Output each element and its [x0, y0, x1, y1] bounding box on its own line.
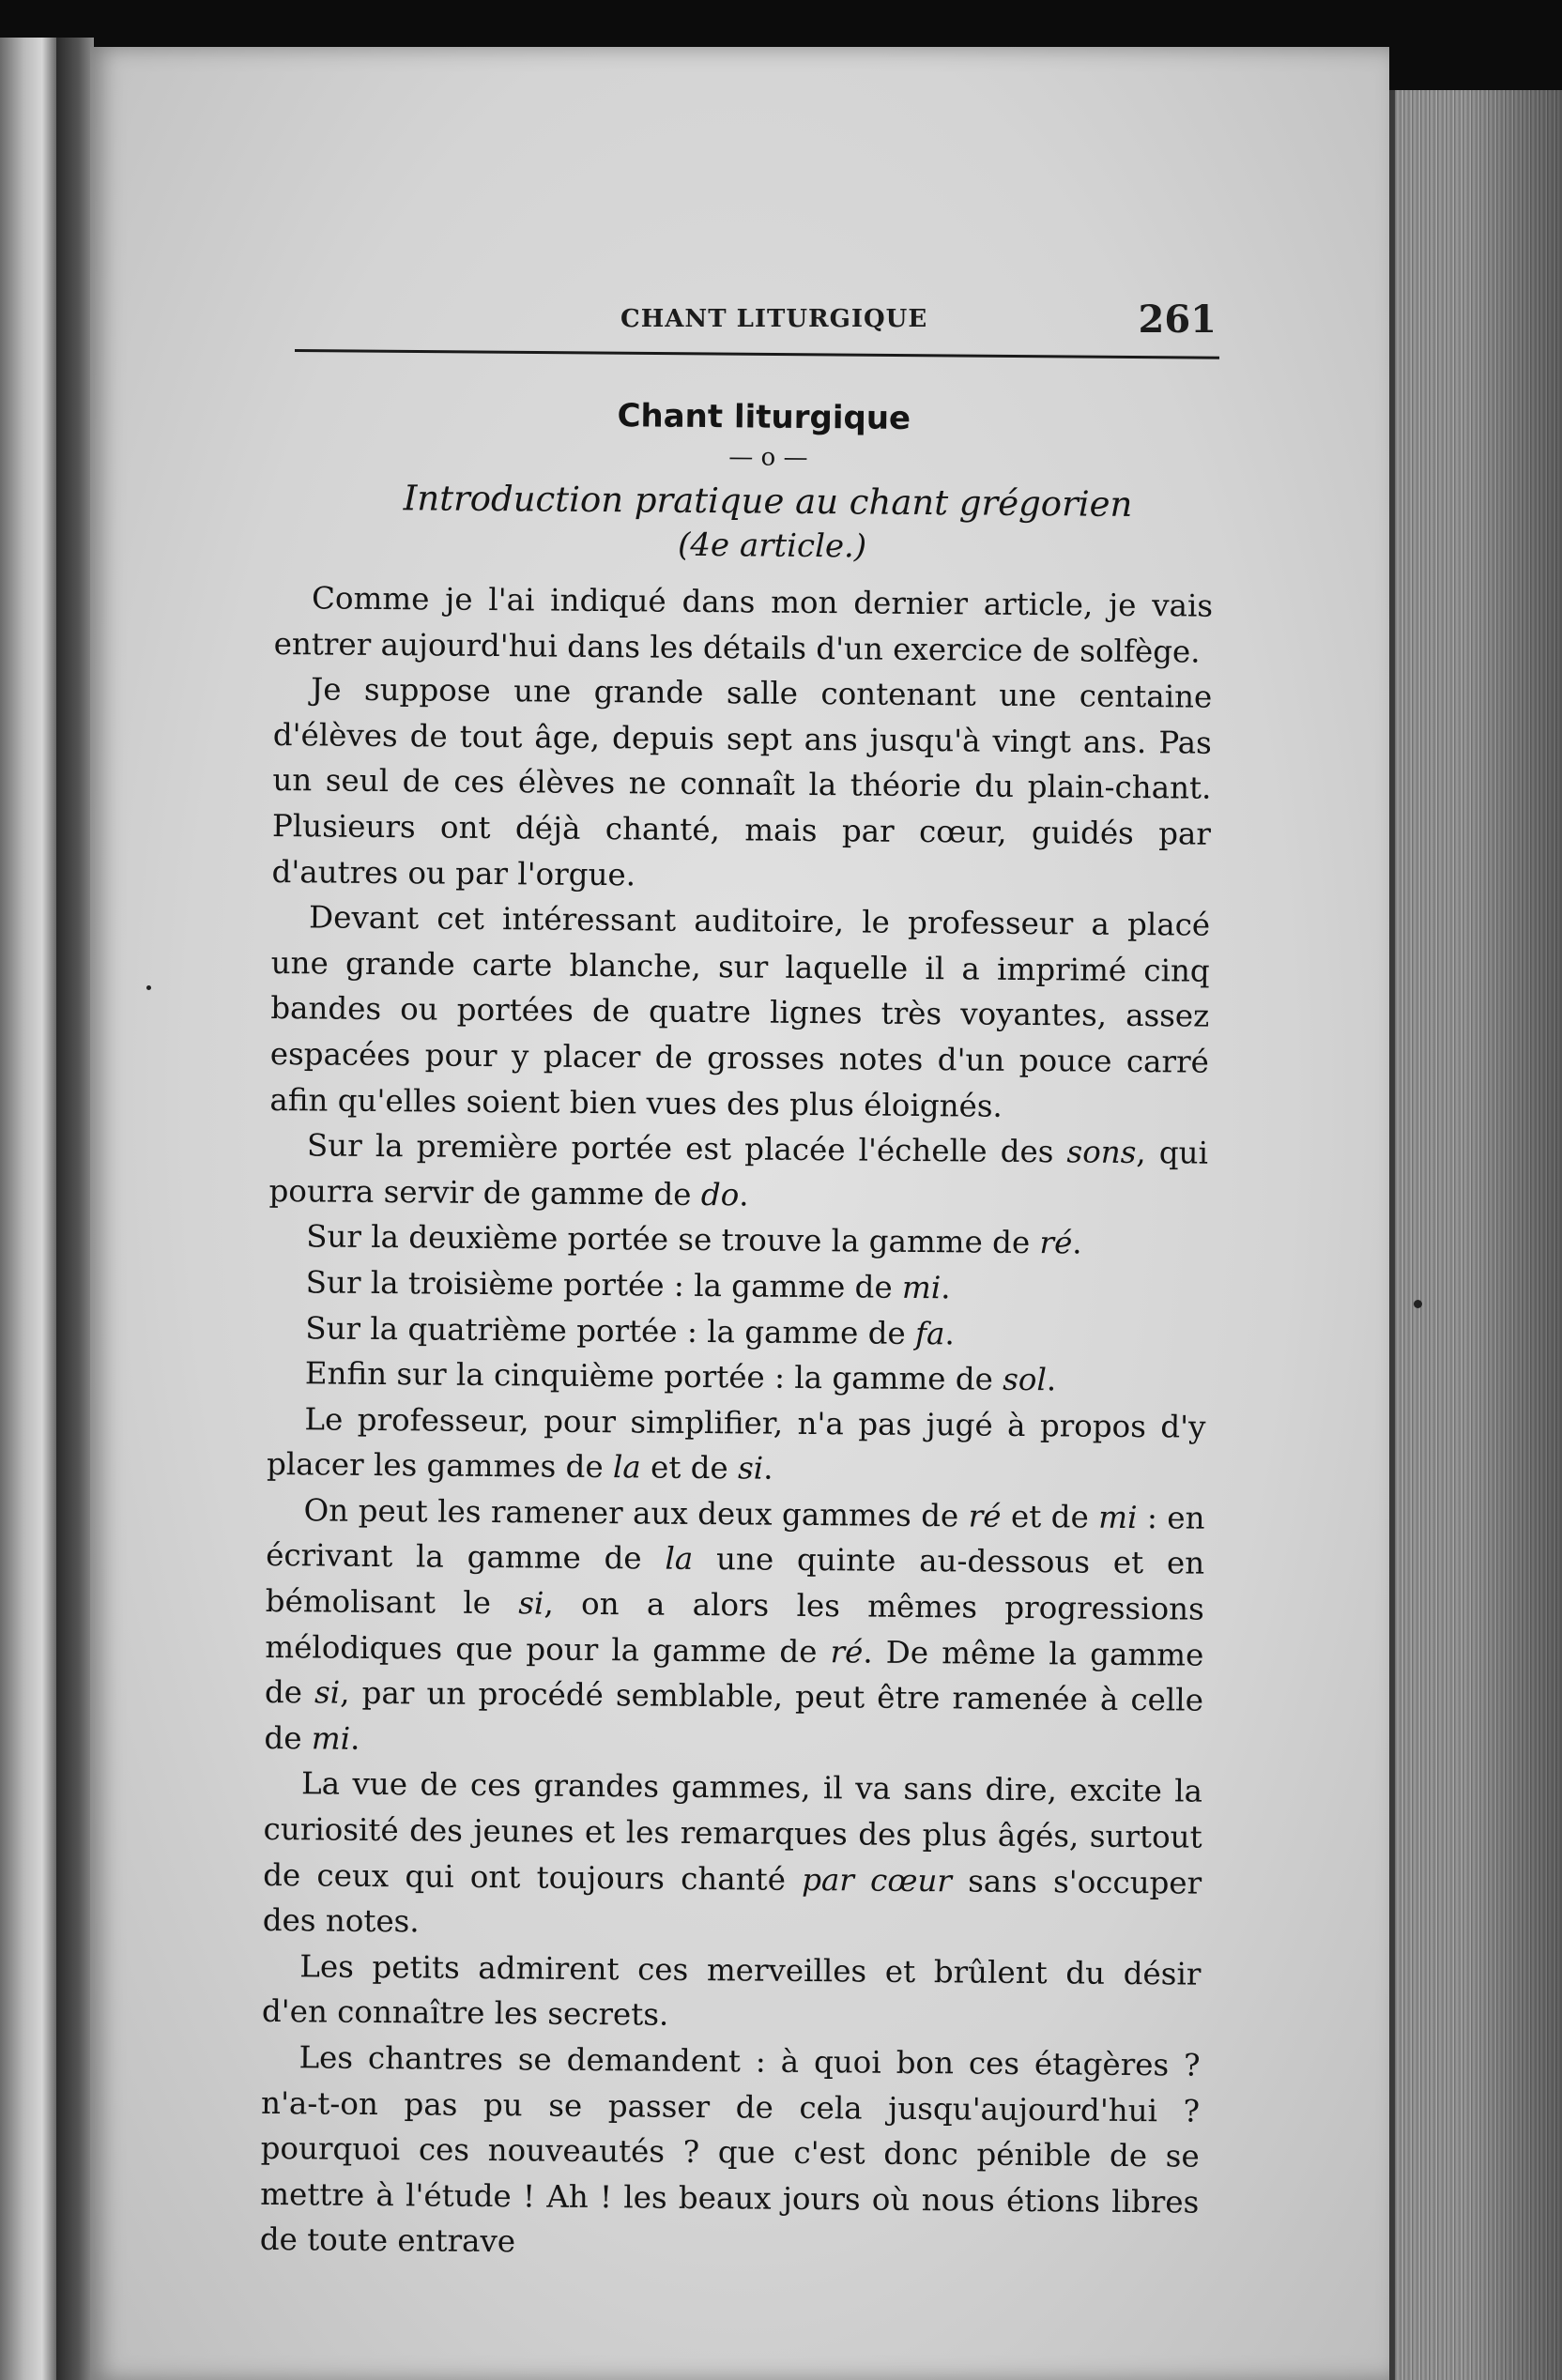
- scan-speck: [146, 985, 151, 990]
- text-run: Enfin sur la cinquième portée : la gamme de: [304, 1355, 1003, 1397]
- italic-run: ré: [830, 1633, 864, 1671]
- scan-speck: [1414, 1300, 1422, 1308]
- italic-run: la: [665, 1541, 694, 1578]
- previous-page-edge: [0, 38, 60, 2380]
- article-part: (4e article.): [677, 526, 867, 566]
- text-run: , par un procédé semblable, peut être ramenée à celle de: [264, 1674, 1204, 1757]
- text-run: .: [1072, 1225, 1082, 1261]
- italic-run: ré: [968, 1498, 1002, 1534]
- text-run: Je suppose une grande salle contenant une centaine d'élèves de tout âge, depuis sept ans jusqu'à vingt ans. Pas un seul de ces élèves ne connaît la théorie du plain-chant. Plusieurs ont déjà chanté, mais par cœur, guidés par d'autres ou par l'orgue.: [271, 671, 1213, 892]
- paragraph: [268, 1304, 1206, 1358]
- running-header: [297, 298, 1217, 352]
- paragraph: [264, 1488, 1205, 1769]
- italic-run: mi: [311, 1720, 351, 1757]
- paragraph: [269, 894, 1210, 1131]
- paragraph: [268, 1122, 1208, 1222]
- italic-run: si: [314, 1674, 341, 1711]
- paragraph: [268, 1213, 1207, 1267]
- italic-run: mi: [901, 1269, 942, 1306]
- text-run: . De même la gamme de: [264, 1634, 1204, 1711]
- italic-run: si: [737, 1450, 764, 1487]
- text-run: sans s'occuper des notes.: [262, 1862, 1202, 1940]
- page-stack-shadow: [1464, 90, 1562, 2380]
- page-number: 261: [1138, 298, 1217, 342]
- text-run: Sur la première portée est placée l'échelle des: [306, 1127, 1067, 1170]
- text-run: .: [944, 1315, 955, 1351]
- text-run: .: [349, 1720, 360, 1757]
- text-run: Sur la quatrième portée : la gamme de: [305, 1309, 916, 1351]
- paragraph: [260, 2035, 1201, 2271]
- text-run: Devant cet intéressant auditoire, le professeur a placé une grande carte blanche, sur laquelle il a imprimé cinq bandes ou portées de quatre lignes très voyantes, assez espacées pour y placer de grosses notes d'un pouce carré afin qu'elles soient bien vues des plus éloignés.: [269, 899, 1211, 1124]
- paragraph: [267, 1396, 1206, 1496]
- italic-run: sons: [1066, 1134, 1137, 1171]
- text-run: .: [1046, 1362, 1057, 1398]
- italic-run: si: [518, 1585, 544, 1622]
- text-run: Les chantres se demandent : à quoi bon ces étagères ? n'a-t-on pas pu se passer de cela jusqu'aujourd'hui ? pourquoi ces nouveautés ? que c'est donc pénible de se mettre à l'étude ! Ah ! les beaux jours où nous étions libres de toute entrave: [259, 2039, 1201, 2260]
- article-body: [260, 394, 1215, 2271]
- paragraph: [273, 575, 1213, 675]
- text-run: Sur la troisième portée : la gamme de: [305, 1264, 903, 1305]
- paragraph: [271, 666, 1212, 903]
- italic-run: par cœur: [802, 1861, 953, 1899]
- italic-run: sol: [1003, 1361, 1048, 1398]
- text-run: une quinte au-dessous et en bémolisant le: [265, 1541, 1205, 1622]
- text-run: et de: [1001, 1498, 1099, 1535]
- italic-run: do: [700, 1176, 740, 1213]
- article-subtitle: Introduction pratique au chant grégorien: [403, 478, 1133, 525]
- text-run: .: [739, 1177, 749, 1213]
- paragraph: [262, 1944, 1202, 2043]
- italic-run: mi: [1098, 1499, 1138, 1535]
- text-run: , qui pourra servir de gamme de: [268, 1135, 1209, 1213]
- text-run: Le professeur, pour simplifier, n'a pas jugé à propos d'y placer les gammes de: [266, 1400, 1206, 1486]
- title-divider: — o —: [728, 443, 808, 472]
- text-run: et de: [640, 1449, 739, 1487]
- paragraph: [268, 1259, 1207, 1313]
- text-run: La vue de ces grandes gammes, il va sans dire, excite la curiosité des jeunes et les remarques des plus âgés, surtout de ceux qui ont toujours chanté: [263, 1765, 1203, 1898]
- text-run: Sur la deuxième portée se trouve la gamme de: [306, 1218, 1040, 1261]
- text-run: .: [763, 1450, 773, 1487]
- paragraph: [268, 1350, 1206, 1404]
- book-gutter: [56, 38, 94, 2380]
- text-run: , on a alors les mêmes progressions mélodiques que pour la gamme de: [265, 1585, 1204, 1670]
- paragraph: [263, 1761, 1203, 1951]
- italic-run: ré: [1039, 1225, 1073, 1261]
- italic-run: la: [612, 1449, 641, 1486]
- text-run: Comme je l'ai indiqué dans mon dernier article, je vais entrer aujourd'hui dans les détails d'un exercice de solfège.: [273, 580, 1214, 670]
- book-page: [90, 47, 1389, 2380]
- text-run: .: [941, 1270, 951, 1306]
- paragraph-list: [260, 575, 1214, 2271]
- italic-run: fa: [914, 1315, 945, 1351]
- running-title: CHANT LITURGIQUE: [620, 305, 928, 333]
- text-run: On peut les ramener aux deux gammes de: [303, 1492, 969, 1534]
- text-run: Les petits admirent ces merveilles et brûlent du désir d'en connaître les secrets.: [261, 1948, 1202, 2034]
- article-title: Chant liturgique: [617, 397, 911, 437]
- text-run: : en écrivant la gamme de: [266, 1499, 1205, 1578]
